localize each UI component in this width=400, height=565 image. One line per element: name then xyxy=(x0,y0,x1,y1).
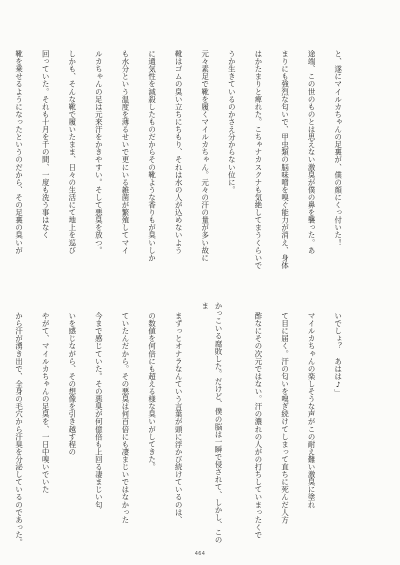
text-line: に通気性を減殺したものだからその靴ような香りもが臭いしか xyxy=(147,50,157,262)
text-line: から汗が湧き出で、全身の毛穴から汗臭を分泌しているのであった。 xyxy=(14,312,24,547)
text-line: て目に届く。汗の匂いを嗅ぎ続けてしまって直ちに死んだ人方 xyxy=(280,312,290,524)
text-line: やがて、マイルカちゃんの足臭を、一日中嗅いでいた xyxy=(41,312,51,494)
text-line: 途端、この世のものとは思えない激臭が僕の鼻を襲った。あ xyxy=(307,50,317,254)
text-line: マイルカちゃんの楽しそうな声がこの耐え難い激臭に塗れ xyxy=(307,312,317,509)
text-line: いでしょ？ あはは♪」 xyxy=(333,312,343,397)
text-line: も水分という温度を薄るせいで更にいる雑菌が繁殖してマイ xyxy=(120,50,130,254)
text-block-lower xyxy=(14,302,358,547)
text-line: 靴はゴムの臭い立ちにちもり、それは水の人が込めないよう xyxy=(174,50,184,254)
text-line: まりにも強烈な匂いで、甲虫類の脳味噌を嗅ぐ能力が消え、身体 xyxy=(280,50,290,269)
page-number: 464 xyxy=(194,551,206,557)
text-line: かっこいる腐敗した。だけど、僕の脳は一瞬で侵されて、しかし、このま xyxy=(200,302,224,544)
text-line: 回っていた。それも十月を千の間、一度も洗う事はなく xyxy=(41,50,51,239)
text-line: 靴を乗せるようになったというのだから、その足裏の臭いが xyxy=(14,50,24,254)
text-line: 酢なにその次元ではない。汗の濃れの人がの打ちしていまったくで xyxy=(253,312,263,539)
text-line: ルカちゃんの足は元来汗をかきやすい。そして悪臭を放つ。 xyxy=(94,50,104,254)
text-block-upper xyxy=(14,40,358,280)
text-line: の数値を何倍にも超える様な臭いがしてきた。 xyxy=(147,312,157,471)
text-line: と、遂にマイルカちゃんの足裏が、僕の顔にくっ付いた！ xyxy=(333,50,343,247)
text-line: いを感じながら、その想像を引き越す程の xyxy=(67,312,77,456)
text-line: まずっとオナラなんていう言葉が頭に浮かび続けているのは、 xyxy=(174,312,184,524)
text-line: 元々素足で靴を履くマイルカちゃん。元々の汗の量が多い故に xyxy=(200,50,210,262)
text-line: しかも、そんな靴で履いたまま、日々の生活にて地上を巡び xyxy=(67,50,77,254)
text-line: うか生きているのかさえ分からない位に。 xyxy=(227,50,237,194)
text-line: ていたんだから。その悪臭は何百倍にも凄まじいではなかった xyxy=(120,312,130,524)
text-line: 今まで感じていた。その悪臭が何億倍も上回る凄まじい匂 xyxy=(94,312,104,509)
text-line: はかたまりと痺れた。こちゃナカスクナも気絶してまうくらいで xyxy=(253,50,263,269)
